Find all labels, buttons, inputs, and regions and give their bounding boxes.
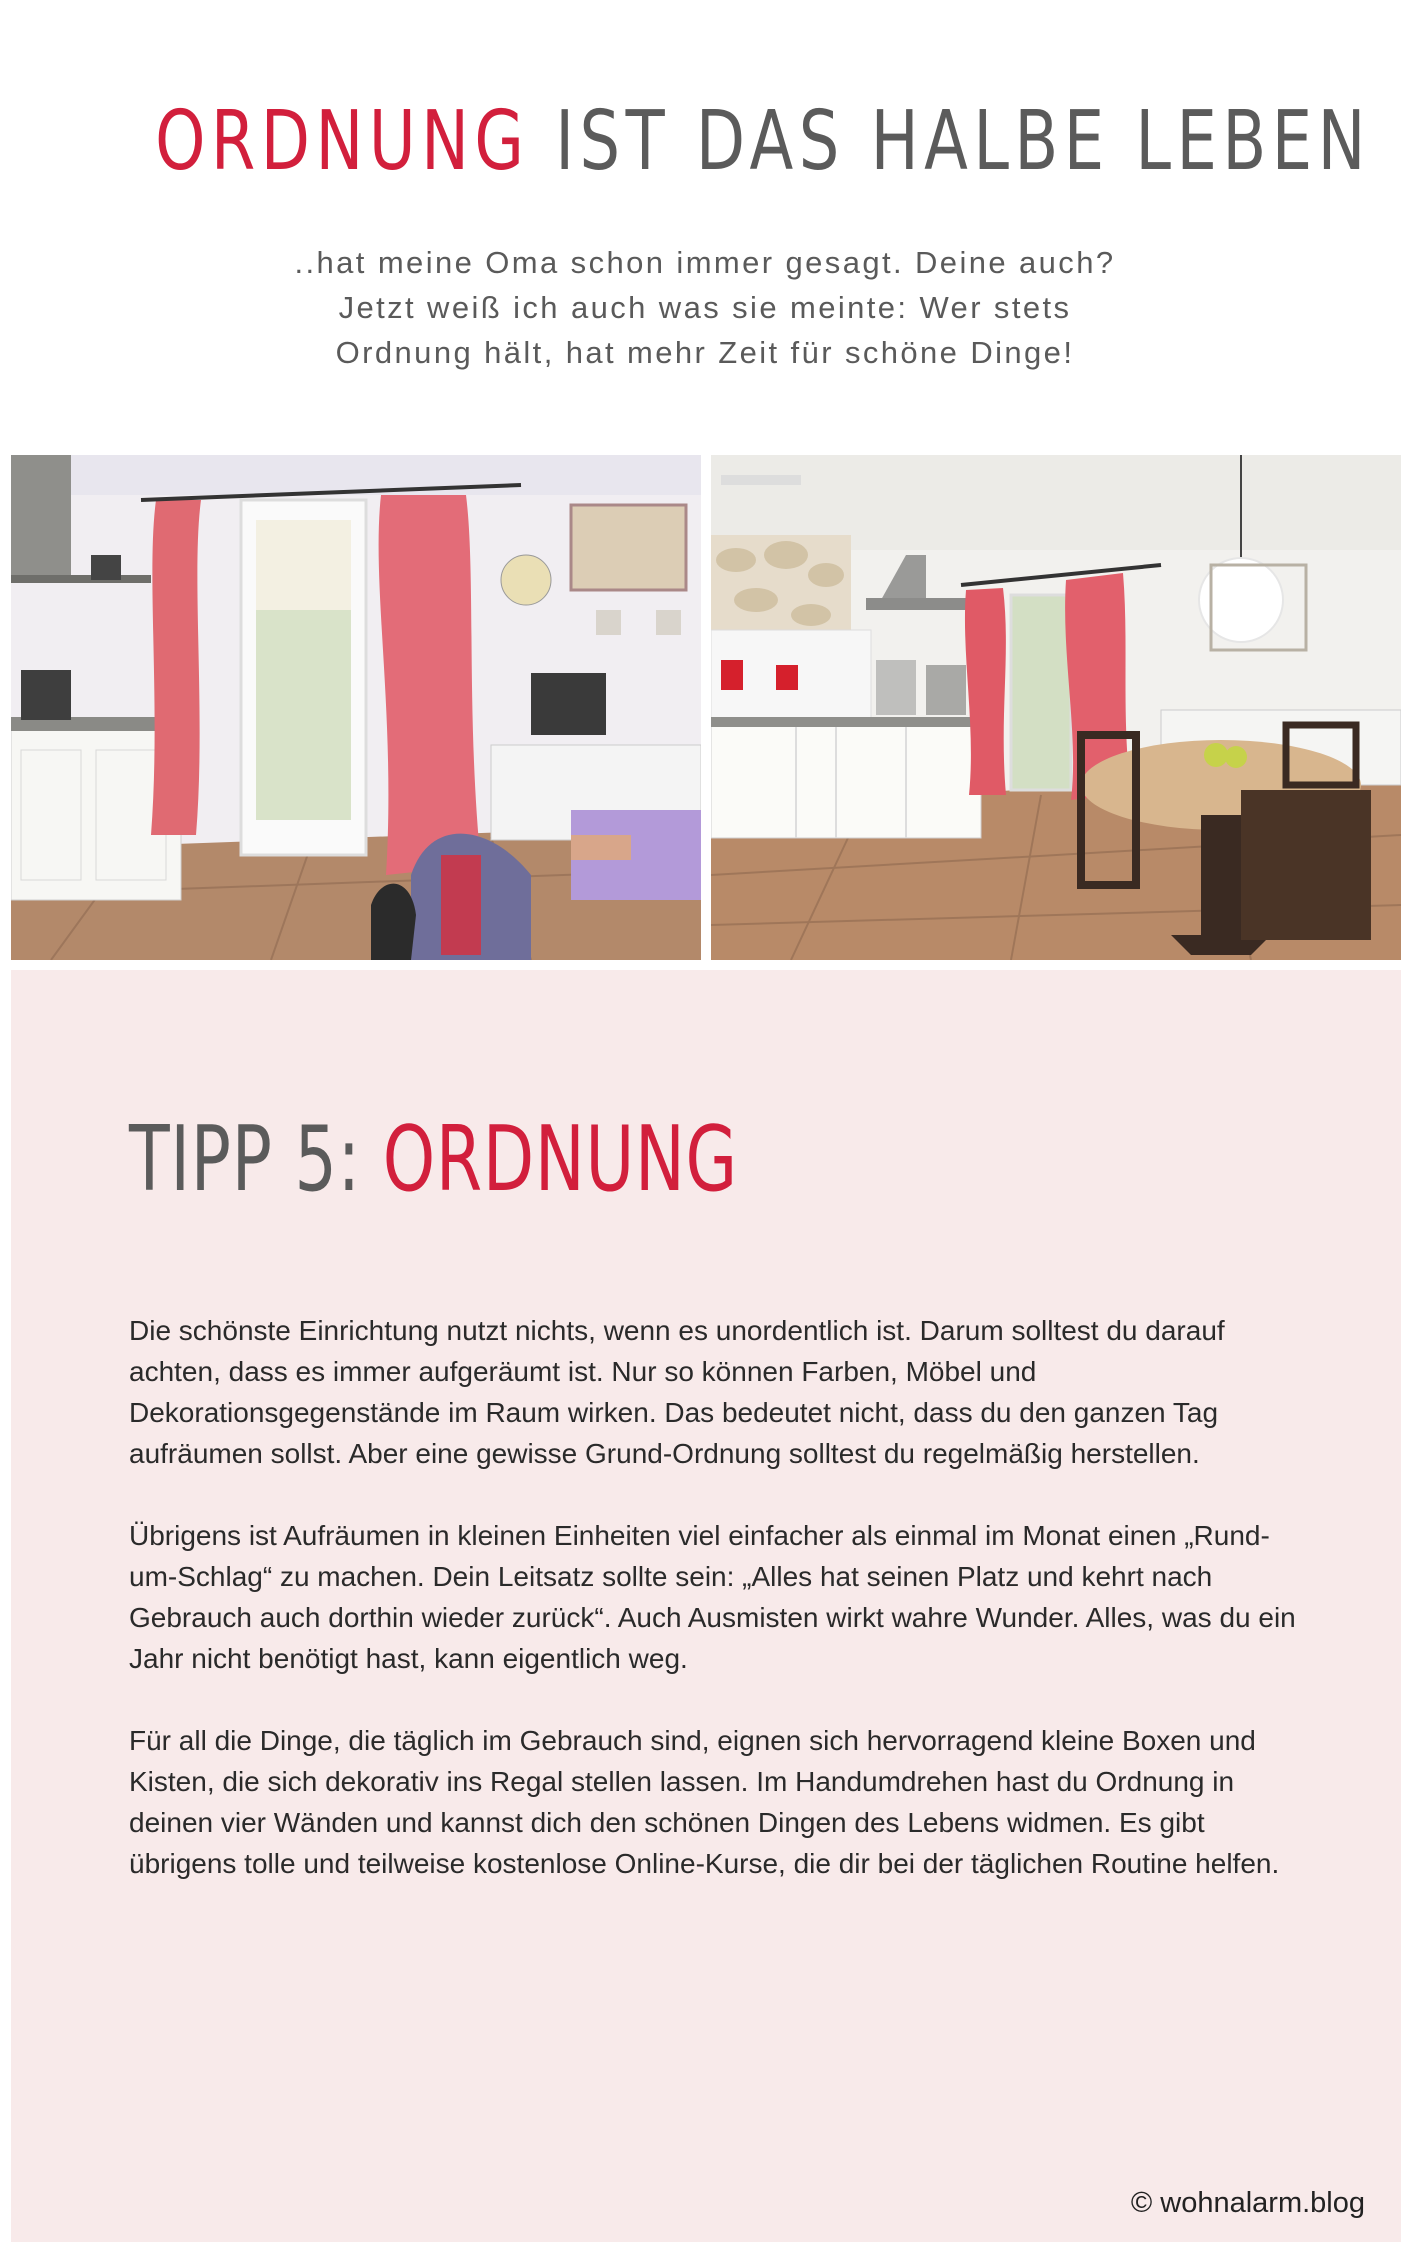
tip-number: TIPP 5: <box>129 1107 383 1212</box>
tip-panel <box>11 970 1401 2242</box>
page-title-accent: ORDNUNG <box>155 94 530 189</box>
tip-paragraph: Die schönste Einrichtung nutzt nichts, wenn es unordentlich ist. Darum solltest du darauf achten, dass es immer aufgeräumt ist. Nur so können Farben, Möbel und Dekorationsgegenstände im Raum wirken. Das bedeutet nicht, dass du den ganzen Tag aufräumen sollst. Aber eine gewisse Grund-Ordnung solltest du regelmäßig herstellen. <box>129 1315 1225 1469</box>
kitchen-after-photo <box>711 455 1401 960</box>
intro-line: Ordnung hält, hat mehr Zeit für schöne Dinge! <box>335 335 1075 370</box>
tip-title-accent: ORDNUNG <box>382 1107 738 1212</box>
kitchen-before-photo <box>11 455 701 960</box>
intro-line: Jetzt weiß ich auch was sie meinte: Wer stets <box>338 290 1072 325</box>
page-title-rest: IST DAS HALBE LEBEN <box>529 94 1371 189</box>
intro-line: ..hat meine Oma schon immer gesagt. Deine auch? <box>294 245 1116 280</box>
tip-paragraph: Übrigens ist Aufräumen in kleinen Einheiten viel einfacher als einmal im Monat einen „Rund-um-Schlag“ zu machen. Dein Leitsatz sollte sein: „Alles hat seinen Platz und kehrt nach Gebrauch auch dorthin wieder zurück“. Auch Ausmisten wirkt wahre Wunder. Alles, was du ein Jahr nicht benötigt hast, kann eigentlich weg. <box>129 1520 1296 1674</box>
tip-body <box>129 1310 1309 1925</box>
copyright-notice: © wohnalarm.blog <box>1130 2187 1365 2219</box>
page-title <box>155 92 1371 192</box>
tip-title <box>129 1107 738 1212</box>
tip-paragraph: Für all die Dinge, die täglich im Gebrauch sind, eignen sich hervorragend kleine Boxen und Kisten, die sich dekorativ ins Regal stellen lassen. Im Handumdrehen hast du Ordnung in deinen vier Wänden und kannst dich den schönen Dingen des Lebens widmen. Es gibt übrigens tolle und teilweise kostenlose Online-Kurse, die dir bei der täglichen Routine helfen. <box>129 1725 1280 1879</box>
intro-text <box>200 240 1210 375</box>
